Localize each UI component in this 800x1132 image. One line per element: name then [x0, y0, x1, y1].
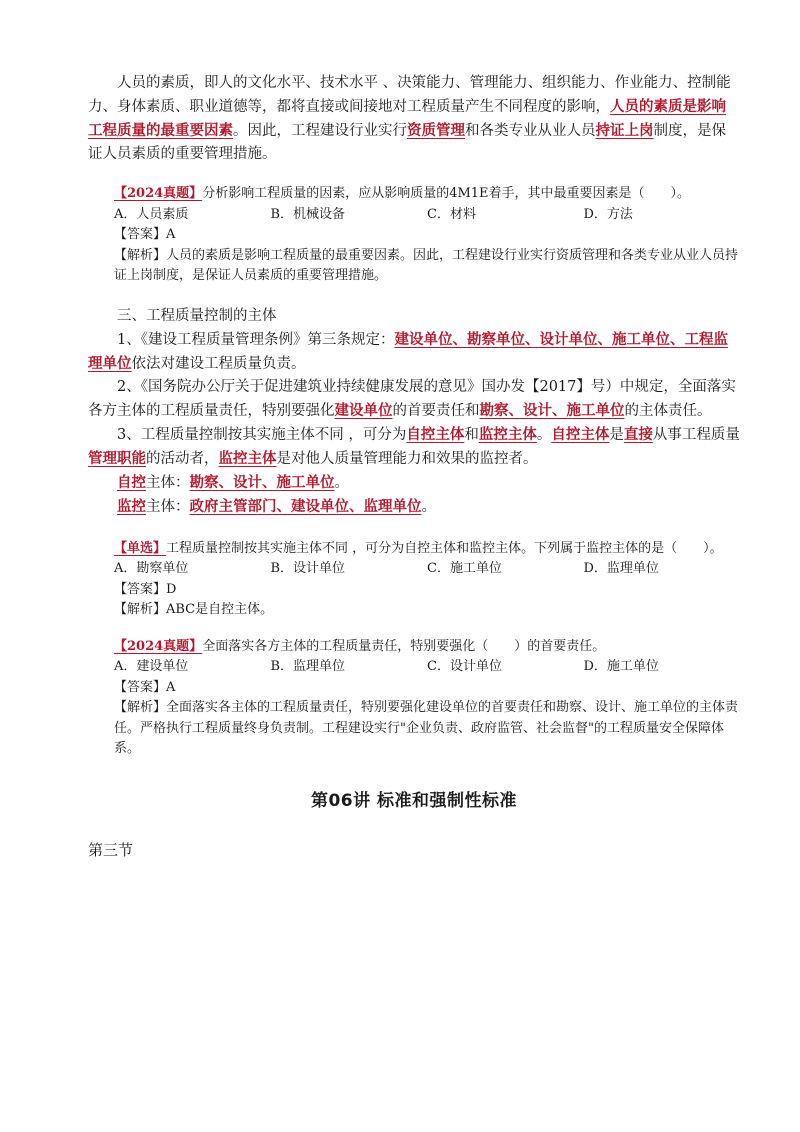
text: 从事工程质量 — [652, 426, 740, 443]
question-text: 分析影响工程质量的因素，应从影响质量的4M1E着手，其中最重要因素是（ ）。 — [202, 186, 691, 201]
highlight: 资质管理 — [407, 122, 465, 139]
highlight: 人员的素质是影响工程质量的最重要因素 — [88, 98, 726, 139]
option-a: A．勘察单位 — [114, 561, 189, 576]
text: 的首要责任和 — [392, 402, 480, 419]
answer: 【答案】A — [114, 679, 176, 695]
highlight: 管理职能 — [88, 449, 146, 467]
text: 是 — [609, 426, 624, 443]
highlight: 持证上岗 — [595, 122, 654, 139]
text: 和 — [464, 426, 479, 443]
highlight: 监控主体 — [478, 425, 537, 443]
lecture-title: 第06讲 标准和强制性标准 — [310, 790, 518, 811]
item-2 — [88, 376, 740, 423]
question-stem — [114, 184, 740, 205]
highlight: 设计单位 — [539, 330, 598, 348]
separator: 、 — [669, 330, 685, 348]
text: 2、《国务院办公厅关于促进建筑业持续健康发展的意见》国办发【2017】号）中规定，全面落实各方主体的工程质量责任，特别要强化 — [88, 378, 736, 419]
question-text: 全面落实各方主体的工程质量责任，特别要强化（ ）的首要责任。 — [202, 638, 606, 654]
label: 监控 — [117, 497, 146, 515]
option-a: A．人员素质 — [114, 206, 189, 222]
text: 的主体责任。 — [624, 402, 712, 419]
option-a: A．建设单位 — [114, 659, 189, 674]
question-tag: 【2024真题】 — [114, 186, 203, 201]
highlight: 建设单位 — [334, 401, 393, 419]
option-c: C．设计单位 — [427, 659, 502, 674]
text: 制度，是保证人员素质的重要管理措施。 — [88, 123, 726, 162]
highlight: 政府主管部门、建设单位、监理单位 — [189, 497, 422, 515]
text: 。 — [334, 474, 349, 491]
highlight: 施工单位 — [611, 330, 670, 348]
option-c: C．材料 — [427, 206, 476, 222]
option-c: C．施工单位 — [427, 561, 502, 576]
text: 。 — [421, 498, 436, 515]
text: 主体： — [146, 498, 190, 515]
section-control-subject — [88, 305, 740, 519]
item-1 — [88, 328, 740, 376]
question-block-3 — [88, 637, 740, 760]
highlight: 建设单位 — [394, 330, 453, 348]
option-b: B．监理单位 — [270, 659, 346, 674]
question-block-2 — [88, 539, 740, 621]
options-row — [114, 559, 740, 580]
question-stem — [114, 637, 740, 658]
highlight: 自控主体 — [406, 425, 465, 443]
text: 3、工程质量控制按其实施主体不同 ，可分为 — [117, 426, 407, 443]
text: 依法对建设工程质量负责。 — [131, 355, 306, 372]
highlight: 勘察单位 — [466, 330, 525, 348]
option-d: D．施工单位 — [583, 659, 659, 674]
highlight: 自控主体 — [551, 425, 610, 443]
section-heading: 三、工程质量控制的主体 — [117, 307, 277, 324]
separator: 、 — [597, 330, 612, 348]
highlight: 勘察、设计、施工单位 — [189, 473, 335, 491]
highlight: 勘察、设计、施工单位 — [479, 401, 625, 419]
question-text: 工程质量控制按其实施主体不同 ，可分为自控主体和监控主体。下列属于监控主体的是（ ）。 — [166, 540, 723, 556]
analysis: 【解析】ABC是自控主体。 — [114, 602, 274, 617]
text: 人员的素质，即人的文化水平、技术水平 、决策能力、管理能力、组织能力、作业能力、控制能力、身体素质、职业道德等，都将直接或间接地对工程质量产生不同程度的影响， — [88, 75, 731, 115]
label: 自控 — [117, 473, 146, 491]
analysis-text: 【解析】人员的素质是影响工程质量的最重要因素。因此，工程建设行业实行资质管理和各类专业从业人员持证上岗制度，是保证人员素质的重要管理措施。 — [114, 247, 739, 283]
text: 主体： — [146, 474, 190, 491]
question-stem — [114, 539, 740, 560]
highlight: 工程监理单位 — [88, 330, 728, 372]
options-row — [114, 205, 740, 226]
section-label: 第三节 — [88, 840, 134, 859]
paragraph-personnel-quality — [88, 72, 740, 166]
option-b: B．设计单位 — [270, 561, 346, 576]
answer: 【答案】A — [114, 227, 176, 242]
text: 。 — [536, 426, 552, 443]
option-d: D．方法 — [583, 206, 633, 222]
text: 和各类专业从业人员 — [465, 123, 596, 139]
highlight: 监控主体 — [218, 449, 277, 467]
item-3 — [88, 423, 740, 471]
option-b: B．机械设备 — [270, 206, 346, 222]
text: 的活动者， — [146, 450, 219, 467]
analysis — [114, 246, 740, 287]
text: 是对他人质量管理能力和效果的监控者。 — [276, 450, 538, 467]
option-d: D．监理单位 — [583, 561, 659, 576]
separator: 、 — [452, 330, 467, 348]
answer: 【答案】D — [114, 581, 177, 597]
question-block-1 — [88, 184, 740, 287]
monitor-line — [88, 495, 740, 519]
question-tag: 【单选】 — [114, 540, 167, 556]
analysis: 【解析】全面落实各主体的工程质量责任，特别要强化建设单位的首要责任和勘察、设计、施工单位的主体责任。严格执行工程质量终身负责制。工程建设实行"企业负责、政府监管、社会监督"的工程质量安全保障体系。 — [114, 700, 739, 756]
text: 。因此，工程建设行业实行 — [233, 123, 407, 139]
question-tag: 【2024真题】 — [114, 638, 203, 654]
options-row — [114, 657, 740, 678]
separator: 、 — [524, 330, 540, 348]
text: 1、《建设工程质量管理条例》第三条规定： — [117, 331, 395, 348]
document-page — [88, 72, 740, 860]
highlight: 直接 — [623, 425, 653, 443]
self-control-line — [88, 471, 740, 495]
